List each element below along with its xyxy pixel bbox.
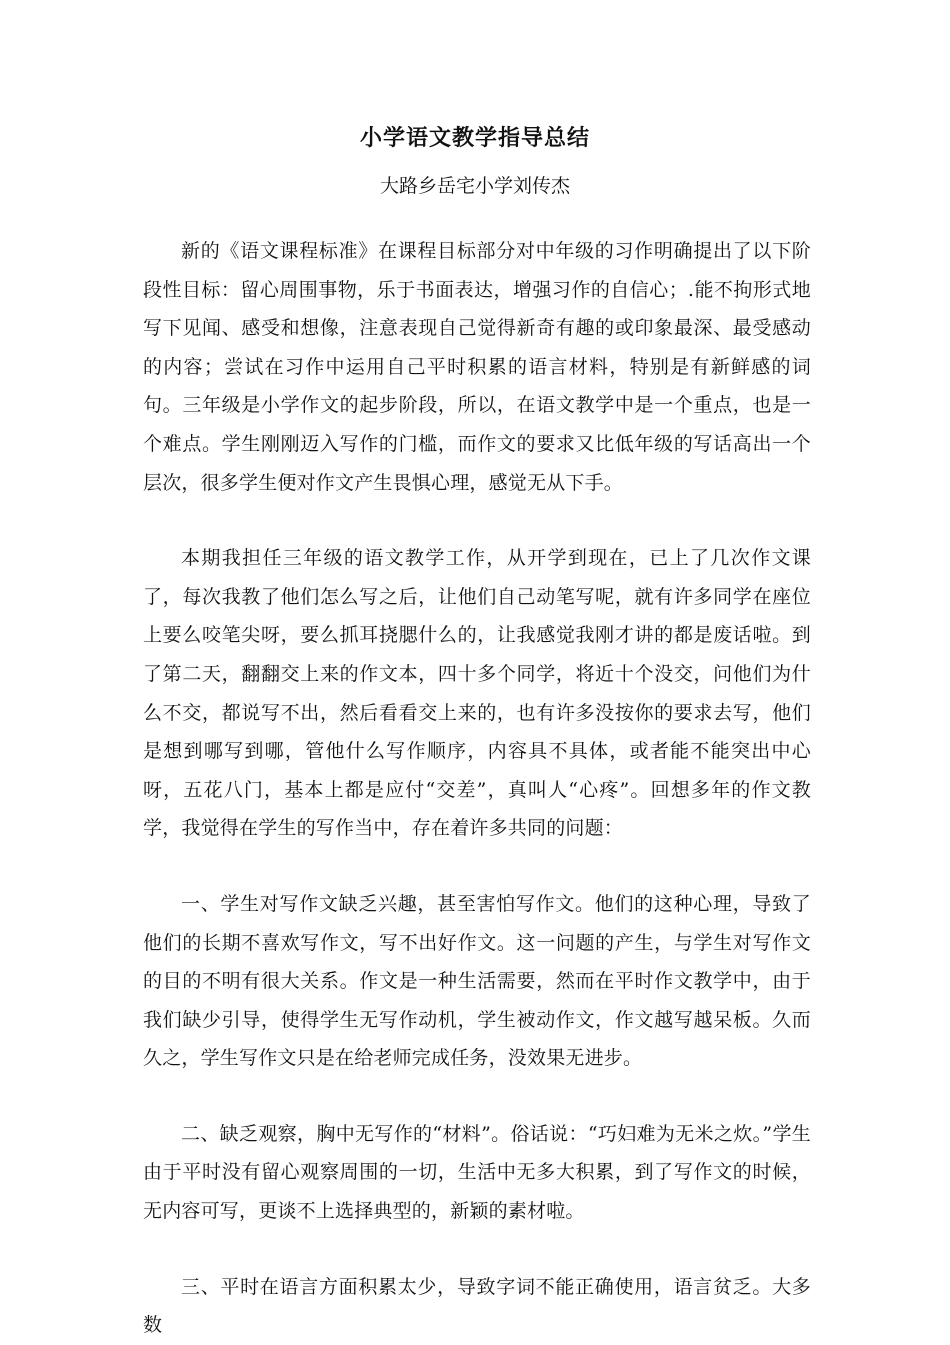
paragraph-intro: 新的《语文课程标准》在课程目标部分对中年级的习作明确提出了以下阶段性目标：留心周围事物，乐于书面表达，增强习作的自信心；.能不拘形式地写下见闻、感受和想像，注意表现自己觉得新奇有趣的或印象最深、最受感动的内容；尝试在习作中运用自己平时积累的语言材料，特别是有新鲜感的词句。三年级是小学作文的起步阶段，所以，在语文教学中是一个重点，也是一个难点。学生刚刚迈入写作的门槛，而作文的要求又比低年级的写话高出一个层次，很多学生便对作文产生畏惧心理，感觉无从下手。 (143, 240, 811, 494)
document-title: 小学语文教学指导总结 (359, 125, 590, 151)
paragraph-problem-2: 二、缺乏观察，胸中无写作的“材料”。俗话说：“巧妇难为无米之炊。”学生由于平时没有留心观察周围的一切，生活中无多大积累，到了写作文的时候，无内容可写，更谈不上选择典型的，新颖的素材啦。 (143, 1122, 811, 1223)
document-body (143, 232, 811, 1345)
document-author: 大路乡岳宅小学刘传杰 (379, 175, 570, 197)
paragraph-problem-1: 一、学生对写作文缺乏兴趣，甚至害怕写作文。他们的这种心理，导致了他们的长期不喜欢写作文，写不出好作文。这一问题的产生，与学生对写作文的目的不明有很大关系。作文是一种生活需要，然而在平时作文教学中，由于我们缺少引导，使得学生无写作动机，学生被动作文，作文越写越呆板。久而久之，学生写作文只是在给老师完成任务，没效果无进步。 (143, 892, 811, 1070)
paragraph-problem-3: 三、平时在语言方面积累太少，导致字词不能正确使用，语言贫乏。大多数 (143, 1275, 811, 1337)
paragraph-experience: 本期我担任三年级的语文教学工作，从开学到现在，已上了几次作文课了，每次我教了他们怎么写之后，让他们自己动笔写呢，就有许多同学在座位上要么咬笔尖呀，要么抓耳挠腮什么的，让我感觉我刚才讲的都是废话啦。到了第二天，翻翻交上来的作文本，四十多个同学，将近十个没交，问他们为什么不交，都说写不出，然后看看交上来的，也有许多没按你的要求去写，他们是想到哪写到哪，管他什么写作顺序，内容具不具体，或者能不能突出中心呀，五花八门，基本上都是应付“交差”，真叫人“心疼”。回想多年的作文教学，我觉得在学生的写作当中，存在着许多共同的问题： (143, 547, 811, 840)
